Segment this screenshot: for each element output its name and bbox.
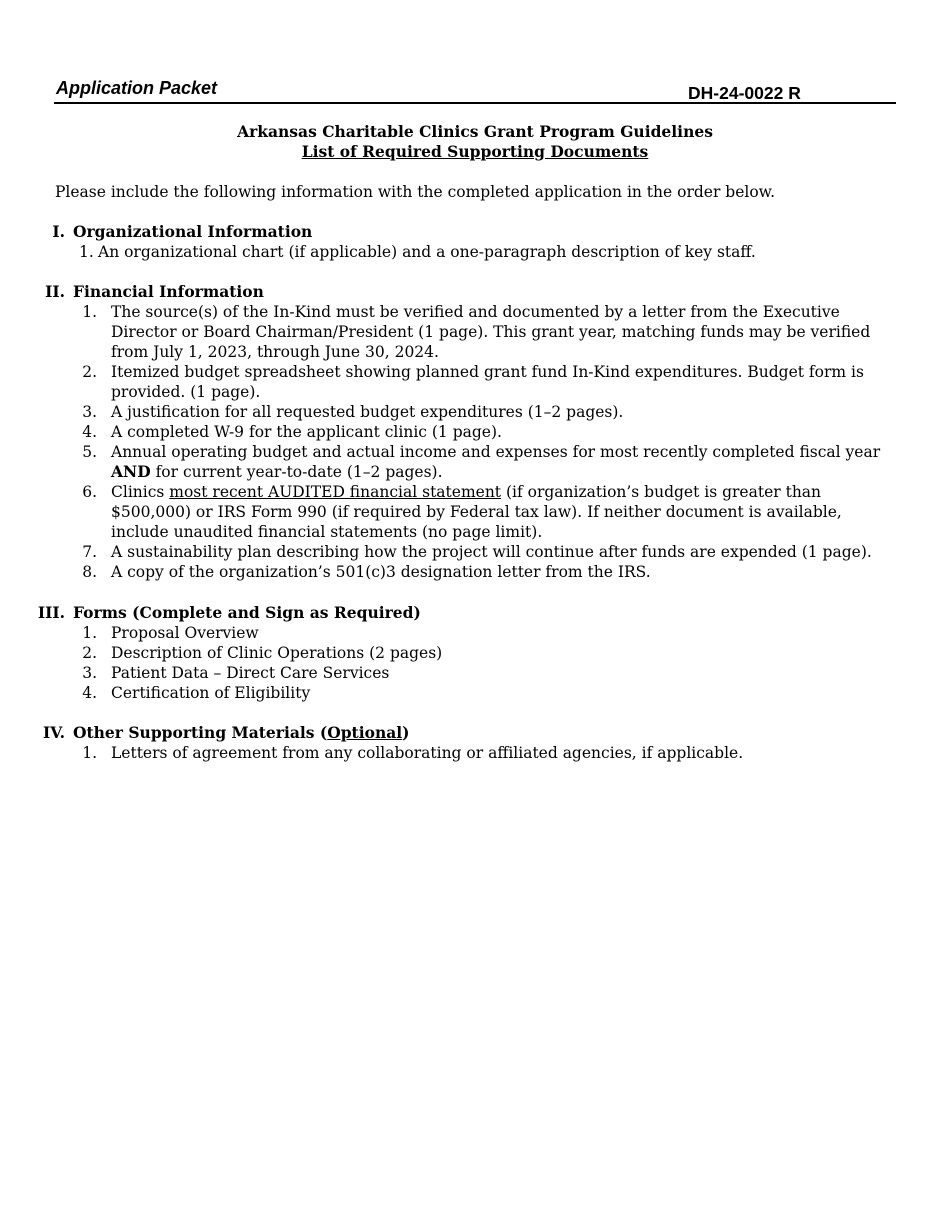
- item-number: 2.: [82, 363, 97, 381]
- section-title: Forms (Complete and Sign as Required): [73, 603, 421, 622]
- item-text-part: Annual operating budget and actual income and expenses for most recently completed fiscal year: [111, 443, 881, 461]
- item-number: 1.: [79, 243, 94, 261]
- list-item: [0, 562, 950, 582]
- item-text: Patient Data – Direct Care Services: [111, 664, 390, 682]
- item-text: Letters of agreement from any collaborating or affiliated agencies, if applicable.: [111, 744, 744, 762]
- section-heading: [0, 723, 950, 743]
- section-other-supporting-materials: [0, 723, 950, 763]
- list-item: [0, 442, 950, 482]
- intro-paragraph: Please include the following information with the completed application in the order below.: [55, 183, 776, 201]
- section-title-part: ): [402, 723, 410, 742]
- section-title: Financial Information: [73, 282, 264, 301]
- item-text-emphasis: AND: [111, 462, 151, 481]
- section-numeral: IV.: [43, 723, 65, 742]
- item-text: A completed W-9 for the applicant clinic (1 page).: [111, 423, 502, 441]
- list-item: [0, 422, 950, 442]
- section-financial-information: [0, 282, 950, 582]
- section-title-part: Other Supporting Materials (: [73, 723, 328, 742]
- item-text: Description of Clinic Operations (2 pages): [111, 644, 443, 662]
- section-numeral: III.: [37, 603, 65, 622]
- header-form-number: DH-24-0022 R: [688, 83, 801, 103]
- list-item: [0, 743, 950, 763]
- item-text: A copy of the organization’s 501(c)3 designation letter from the IRS.: [111, 563, 651, 581]
- list-item: [0, 302, 950, 362]
- item-text-part: (if organization’s budget is greater than $500,000) or IRS Form 990 (if required by Federal tax law). If neither document is available, include unaudited financial statements (no page limit).: [111, 483, 842, 541]
- item-number: 4.: [82, 684, 97, 702]
- item-text: [111, 482, 891, 542]
- section-heading: [0, 282, 950, 302]
- item-number: 3.: [82, 664, 97, 682]
- item-text: A sustainability plan describing how the project will continue after funds are expended (1 page).: [111, 543, 872, 561]
- header-packet-label: Application Packet: [56, 78, 218, 98]
- item-number: 1.: [82, 744, 97, 762]
- list-item: [0, 242, 950, 262]
- list-item: [0, 663, 950, 683]
- list-item: [0, 542, 950, 562]
- item-text: Proposal Overview: [111, 624, 259, 642]
- item-text: An organizational chart (if applicable) and a one-paragraph description of key staff.: [98, 243, 756, 261]
- section-numeral: I.: [52, 222, 65, 241]
- section-forms: [0, 603, 950, 703]
- list-item: [0, 623, 950, 643]
- list-item: [0, 482, 950, 542]
- item-text-part: Clinics: [111, 483, 170, 501]
- page-header: [54, 78, 896, 104]
- item-text: The source(s) of the In-Kind must be verified and documented by a letter from the Executive Director or Board Chairman/President (1 page). This grant year, matching funds may be verified from July 1, 2023, through June 30, 2024.: [111, 303, 871, 361]
- item-number: 6.: [82, 483, 97, 501]
- document-subtitle: List of Required Supporting Documents: [301, 142, 649, 161]
- section-title: [73, 723, 410, 743]
- document-title: Arkansas Charitable Clinics Grant Program Guidelines: [237, 122, 713, 141]
- item-number: 1.: [82, 303, 97, 321]
- item-number: 2.: [82, 644, 97, 662]
- item-text-underlined: most recent AUDITED financial statement: [169, 483, 502, 501]
- section-heading: [0, 603, 950, 623]
- section-organizational-information: [0, 222, 950, 262]
- item-number: 1.: [82, 624, 97, 642]
- list-item: [0, 643, 950, 663]
- list-item: [0, 402, 950, 422]
- item-number: 4.: [82, 423, 97, 441]
- item-number: 7.: [82, 543, 97, 561]
- section-numeral: II.: [45, 282, 65, 301]
- item-text: [111, 442, 891, 482]
- item-number: 3.: [82, 403, 97, 421]
- section-heading: [0, 222, 950, 242]
- item-text: Certification of Eligibility: [111, 684, 311, 702]
- section-title-underlined: Optional: [327, 723, 403, 742]
- title-block: [0, 122, 950, 162]
- item-number: 8.: [82, 563, 97, 581]
- item-text: A justification for all requested budget expenditures (1–2 pages).: [111, 403, 624, 421]
- item-text: Itemized budget spreadsheet showing planned grant fund In-Kind expenditures. Budget form is provided. (1 page).: [111, 363, 864, 401]
- list-item: [0, 683, 950, 703]
- item-number: 5.: [82, 443, 97, 461]
- section-title: Organizational Information: [73, 222, 313, 241]
- item-text-part: for current year-to-date (1–2 pages).: [150, 463, 443, 481]
- list-item: [0, 362, 950, 402]
